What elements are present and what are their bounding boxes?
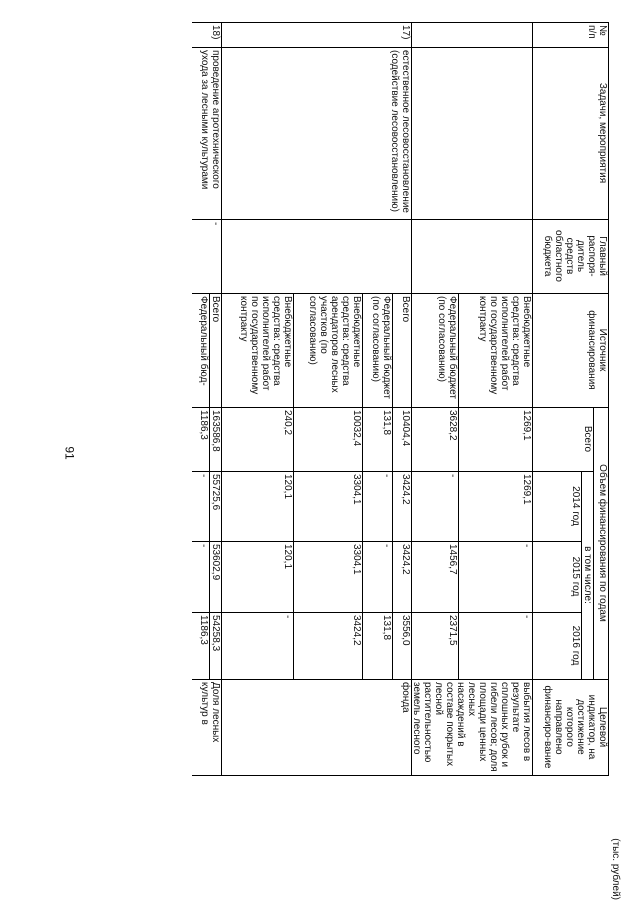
row-total-value: 1186,3 (198, 410, 209, 440)
table-rule (192, 471, 594, 472)
units-label: (тыс. рублей) (610, 838, 621, 900)
row-target-indicator: Доля лесных культур в (199, 682, 221, 743)
row-task: проведение агротехнического ухода за лесными культурами (199, 50, 221, 190)
header-2015: 2015 год (570, 556, 581, 597)
row-distributor (192, 219, 210, 293)
row-task (222, 47, 294, 219)
table-rule (581, 471, 582, 679)
row-number (222, 22, 294, 47)
row-funding-source: Всего (210, 296, 221, 323)
row-total-value: 163586,8 (210, 410, 221, 452)
row-total-value: 131,8 (381, 410, 392, 436)
row-number (412, 22, 459, 47)
row-2016-value: 3556,0 (400, 615, 411, 646)
row-2015-value: 53602,9 (210, 544, 221, 581)
row-number: 18) (210, 25, 221, 40)
table-rule (192, 679, 609, 680)
header-volume: Объем финансирования по годам (597, 464, 608, 622)
row-task (363, 47, 393, 219)
row-total-value: 3628,2 (447, 410, 458, 441)
table-rule (221, 22, 222, 775)
row-total-value: 10404,4 (400, 410, 411, 447)
row-number (363, 22, 393, 47)
row-task (192, 47, 210, 219)
row-funding-source: Федеральный бюджет (по согласованию) (436, 296, 458, 399)
row-total-value: 10032,4 (351, 410, 362, 447)
row-distributor (459, 219, 533, 293)
row-2015-value: 3424,2 (400, 544, 411, 575)
row-2016-value: 3424,2 (351, 615, 362, 646)
table-rule (392, 293, 393, 679)
row-2014-value: 1269,1 (521, 474, 532, 505)
row-2016-value: 54258,3 (210, 615, 221, 652)
table-rule (608, 22, 609, 775)
header-total: Всего (582, 425, 593, 453)
table-rule (192, 407, 609, 408)
row-2014-value: 3304,1 (351, 474, 362, 505)
header-indicator: Целевой индикатор, на достижение которого направлено финансиро-вание (542, 685, 608, 769)
row-number (192, 22, 210, 47)
header-2016: 2016 год (570, 625, 581, 666)
row-2015-value: 120,1 (282, 544, 293, 570)
table-rule (192, 22, 609, 23)
row-2015-value: 1456,7 (447, 544, 458, 575)
header-2014: 2014 год (570, 486, 581, 526)
row-2016-value: - (521, 615, 532, 619)
row-task: естественное лесовосстановление (содействие лесовосстановлению) (389, 50, 411, 213)
row-number (459, 22, 533, 47)
row-total-value: 240,2 (282, 410, 293, 436)
row-2016-value: 131,8 (381, 615, 392, 641)
row-2014-value: 3424,2 (400, 474, 411, 505)
table-rule (209, 293, 210, 679)
table-rule (411, 22, 412, 775)
row-funding-source: Федеральный бюджет (по согласованию) (370, 296, 392, 399)
row-2014-value: - (447, 474, 458, 478)
row-task (412, 47, 459, 219)
row-funding-source: Федеральный бюд- (198, 296, 209, 386)
table-rule (192, 219, 609, 220)
table-rule (362, 293, 363, 679)
row-funding-source: Всего (400, 296, 411, 323)
header-task: Задачи, мероприятия (597, 82, 608, 184)
table-rule (192, 612, 582, 613)
row-funding-source: Внебюджетные средства: средства исполнителей работ по государственному контракту (238, 296, 293, 395)
table-rule (293, 293, 294, 679)
page-number: 91 (62, 446, 77, 460)
row-distributor (222, 219, 294, 293)
row-number: 17) (400, 25, 411, 40)
row-2014-value: - (381, 474, 392, 478)
row-distributor (363, 219, 393, 293)
table-rule (192, 293, 609, 294)
table-rule (532, 22, 533, 775)
row-2014-value: - (198, 474, 209, 478)
header-distributor: Главный распоря-дитель средств областного бюджета (542, 230, 608, 282)
row-2015-value: - (381, 544, 392, 548)
row-2015-value: - (521, 544, 532, 548)
row-target-indicator: выбытия лесов в результате сплошных рубок и гибели лесов; доля площади ценных лесных насаждений в составе покрытых лесной растительностью земель лесного фонда (400, 682, 532, 772)
header-source: Источник финансирования (586, 310, 608, 390)
row-number (294, 22, 363, 47)
row-distributor: - (210, 222, 221, 226)
row-2015-value: 3304,1 (351, 544, 362, 575)
table-rule (458, 293, 459, 679)
row-task (459, 47, 533, 219)
header-num: № п/п (586, 25, 608, 39)
row-funding-source: Внебюджетные средства: средства исполнителей работ по государственному контракту (477, 296, 532, 395)
row-distributor (294, 219, 363, 293)
table-rule (192, 775, 609, 776)
row-task (294, 47, 363, 219)
row-distributor (393, 219, 412, 293)
table-rule (192, 541, 582, 542)
budget-table-page (122, 22, 622, 902)
table-rule (593, 407, 594, 679)
row-distributor (412, 219, 459, 293)
header-including: в том числе: (582, 546, 593, 604)
row-2014-value: 55725,6 (210, 474, 221, 511)
row-2016-value: 1186,3 (198, 615, 209, 645)
row-total-value: 1269,1 (521, 410, 532, 441)
row-funding-source: Внебюджетные средства: средства арендаторов лесных участков (по согласованию) (307, 296, 362, 393)
table-rule (192, 47, 609, 48)
row-2015-value: - (198, 544, 209, 548)
row-2014-value: 120,1 (282, 474, 293, 500)
row-2016-value: - (282, 615, 293, 619)
row-2016-value: 2371,5 (447, 615, 458, 646)
